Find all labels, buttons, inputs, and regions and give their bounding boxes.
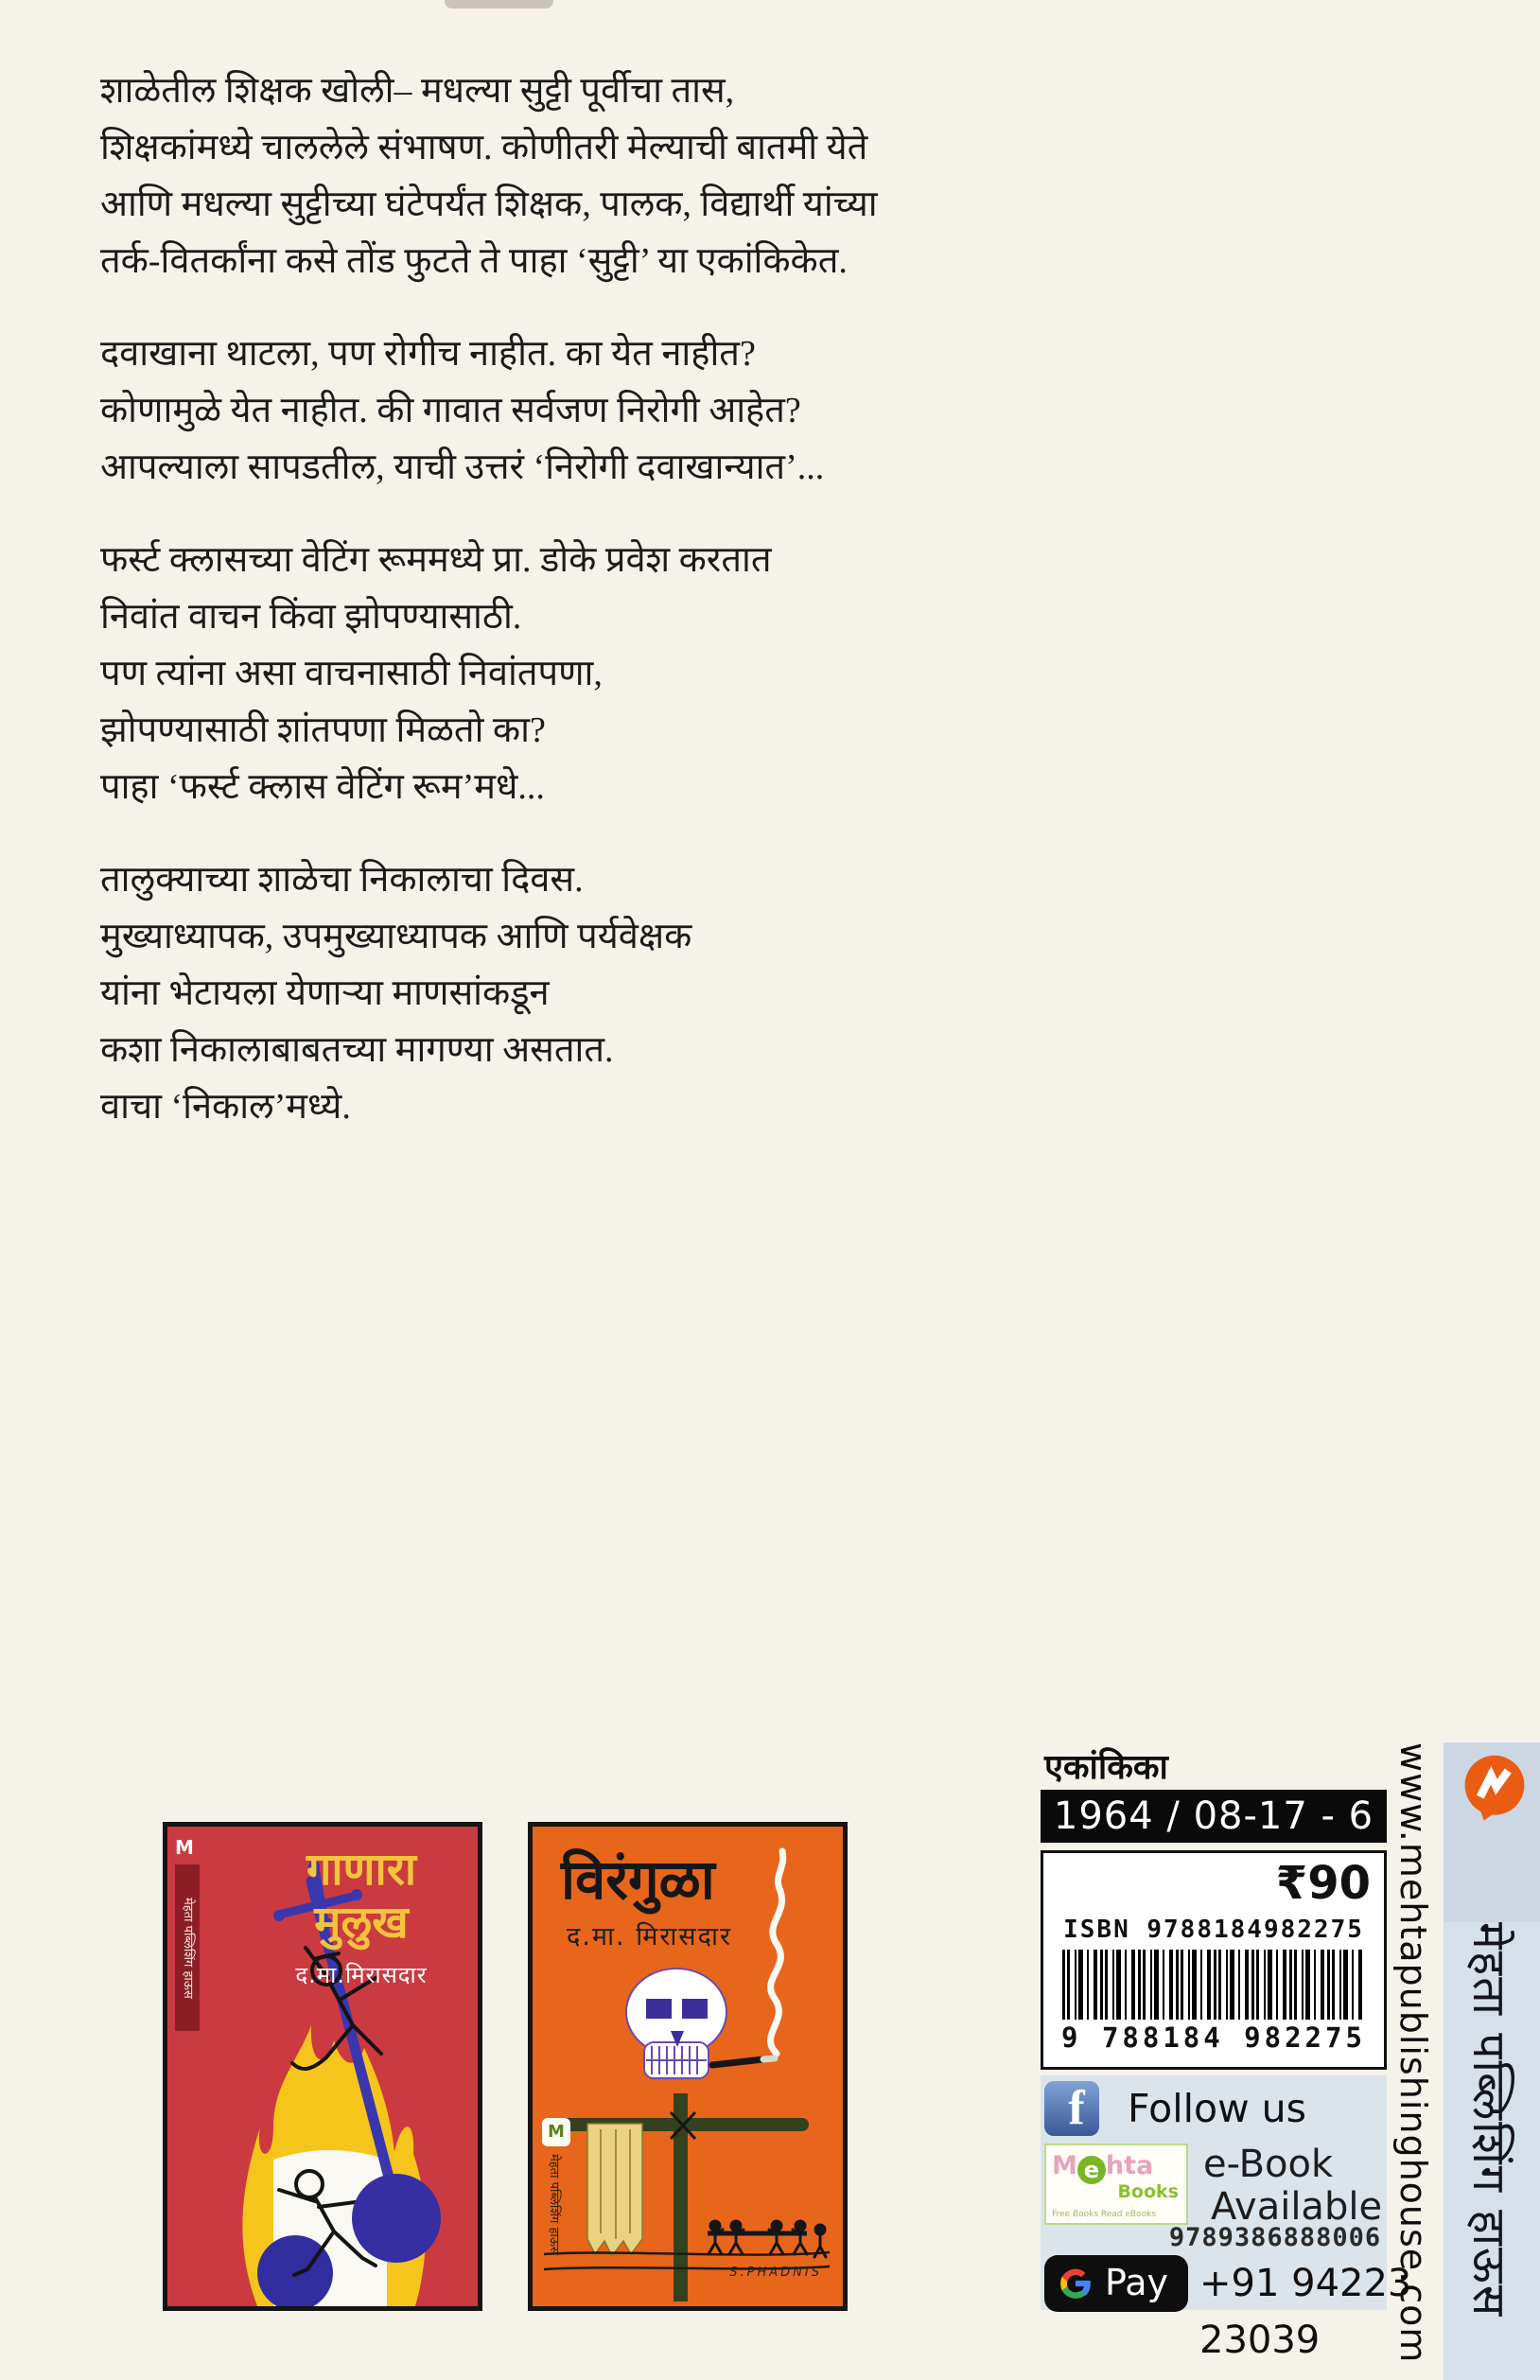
price: ₹90 — [1275, 1857, 1371, 1910]
mehta-ebooks-m: M — [1052, 2151, 1077, 2180]
ebook-line2: Available — [1211, 2185, 1383, 2229]
blurb-line: निवांत वाचन किंवा झोपण्यासाठी. — [100, 597, 522, 637]
isbn-barcode-box — [1041, 1850, 1387, 2070]
blurb-line: पण त्यांना असा वाचनासाठी निवांतपणा, — [100, 654, 603, 693]
blurb-line: कोणामुळे येत नाहीत. की गावात सर्वजण निरोगी आहेत? — [100, 391, 801, 430]
book1-spine-publisher: मेहता पब्लिशिंग हाऊस — [175, 1864, 200, 2031]
book1-author: द.मा.मिरासदार — [295, 1962, 428, 1988]
blurb-line: मुख्याध्यापक, उपमुख्याध्यापक आणि पर्यवेक्षक — [100, 917, 692, 956]
blurb-line: पाहा ‘फर्स्ट क्लास वेटिंग रूम’मधे... — [100, 767, 545, 807]
book-thumbnail-ganara-mulukh — [163, 1822, 482, 2311]
mehta-ebooks-logo — [1044, 2144, 1188, 2225]
category-label: एकांकिका — [1044, 1748, 1168, 1787]
blurb-line: तालुक्याच्या शाळेचा निकालाचा दिवस. — [100, 860, 584, 900]
book1-title-line2: मुलुख — [314, 1897, 409, 1949]
mehta-m-icon: M — [542, 2118, 570, 2146]
barcode-digits: 9 788184 982275 — [1061, 2021, 1366, 2054]
blurb-line: वाचा ‘निकाल’मध्ये. — [100, 1087, 351, 1127]
back-cover-blurb — [100, 62, 878, 1171]
publisher-website-url: www.mehtapublishinghouse.com — [1392, 1742, 1434, 2364]
blurb-line: झोपण्यासाठी शांतपणा मिळतो का? — [100, 710, 546, 750]
isbn-number: ISBN 9788184982275 — [1063, 1916, 1364, 1944]
book1-title — [254, 1844, 468, 1950]
gpay-phone-number: +91 94223 23039 — [1199, 2262, 1412, 2362]
blurb-line: दवाखाना थाटला, पण रोगीच नाहीत. का येत नाहीत? — [100, 334, 756, 374]
edition-code-bar: 1964 / 08-17 - 6 — [1041, 1790, 1387, 1843]
ebook-line1: e-Book — [1203, 2143, 1334, 2186]
gpay-pay-label: Pay — [1105, 2262, 1168, 2303]
publisher-name-vertical: मेहता पब्लिशिंग हाऊस — [1462, 1922, 1515, 2319]
mehta-ebooks-books-label: Books — [1117, 2181, 1179, 2202]
blurb-line: शाळेतील शिक्षक खोली– मधल्या सुट्टी पूर्वीचा तास, — [100, 71, 735, 111]
book-thumbnail-virangula — [528, 1822, 848, 2311]
google-g-icon — [1058, 2266, 1094, 2301]
ebook-isbn-number: 9789386888006 — [1168, 2223, 1382, 2252]
blurb-line: तर्क-वितर्कांना कसे तोंड फुटते ते पाहा ‘सुट्टी’ या एकांकिकेत. — [100, 241, 848, 281]
mehta-ebooks-wordmark — [1052, 2151, 1153, 2184]
blurb-line: आणि मधल्या सुट्टीच्या घंटेपर्यंत शिक्षक, पालक, विद्यार्थी यांच्या — [100, 184, 878, 224]
book2-author: द.मा. मिरासदार — [567, 1922, 733, 1951]
ean-barcode — [1062, 1950, 1365, 2020]
scan-smudge — [445, 0, 553, 9]
blurb-line: शिक्षकांमध्ये चाललेले संभाषण. कोणीतरी मेल्याची बातमी येते — [100, 128, 868, 167]
blurb-line: यांना भेटायला येणाऱ्या माणसांकडून — [100, 973, 550, 1013]
mehta-ebooks-tagline: Free Books Read eBooks — [1052, 2210, 1157, 2219]
blurb-paragraph-nikal — [100, 851, 878, 1135]
ebook-available-label — [1203, 2144, 1382, 2229]
mehta-ebooks-e-icon: e — [1077, 2156, 1106, 2184]
blurb-line: फर्स्ट क्लासच्या वेटिंग रूममध्ये प्रा. डोके प्रवेश करतात — [100, 540, 772, 580]
facebook-icon: f — [1044, 2081, 1099, 2136]
blurb-paragraph-waitingroom — [100, 532, 878, 815]
blurb-paragraph-sutti — [100, 62, 878, 289]
blurb-line: आपल्याला सापडतील, याची उत्तरं ‘निरोगी दवाखान्यात’... — [100, 447, 825, 487]
book1-title-line1: गाणारा — [306, 1844, 417, 1896]
mehta-m-icon: M — [175, 1836, 194, 1859]
blurb-paragraph-davakhana — [100, 325, 878, 496]
book2-title: विरंगुळा — [561, 1847, 715, 1912]
gpay-badge — [1044, 2255, 1188, 2312]
book2-artist-signature: S.PHADNIS — [729, 2266, 822, 2280]
follow-us-label: Follow us — [1128, 2086, 1306, 2131]
mehta-publishing-logo-icon — [1457, 1752, 1532, 1831]
mehta-ebooks-hta: hta — [1105, 2151, 1154, 2180]
blurb-line: कशा निकालाबाबतच्या मागण्या असतात. — [100, 1030, 614, 1070]
book2-spine-publisher: मेहता पब्लिशिंग हाऊस — [547, 2154, 561, 2255]
